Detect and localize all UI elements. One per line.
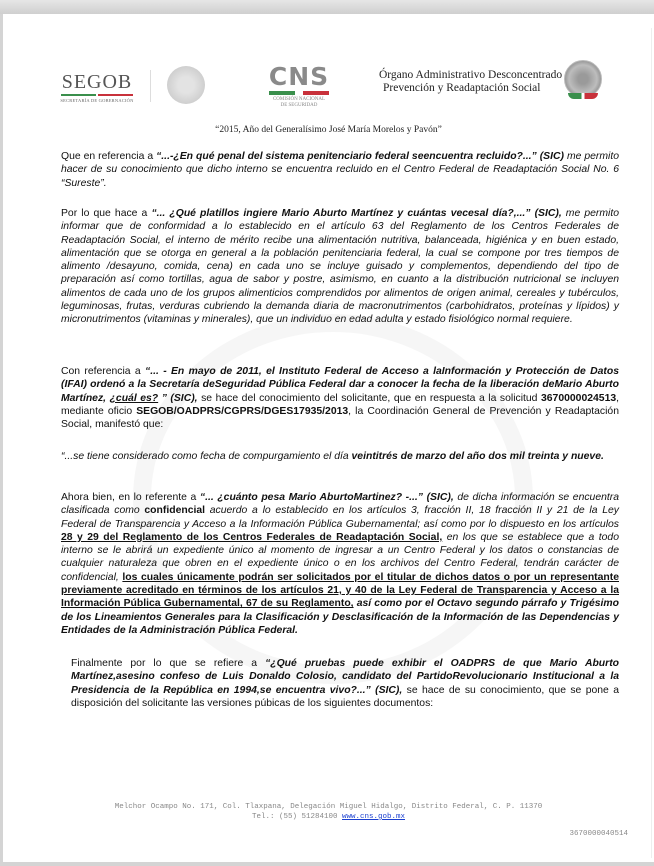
quoted-question: “... ¿cuánto pesa Mario AburtoMartinez? -...” (SIC), xyxy=(199,492,454,503)
paragraph-food xyxy=(61,207,619,327)
text: Que en referencia a xyxy=(61,151,157,162)
viewer-top-band xyxy=(0,0,654,14)
page-edge xyxy=(651,28,652,858)
segob-logo xyxy=(57,72,137,103)
sic-label: (SIC), xyxy=(530,208,562,219)
flag-green xyxy=(61,94,96,96)
quoted-question: “...-¿En qué penal del sistema penitenciario federal seencuentra recluido?...” (SIC) xyxy=(156,151,564,162)
cns-subtitle-1: COMISIÓN NACIONAL xyxy=(272,97,326,102)
footer-address: Melchor Ocampo No. 171, Col. Tlaxpana, Delegación Miguel Hidalgo, Distrito Federal, C. P. 11370 xyxy=(114,803,543,811)
text: acuerdo a lo establecido en los artículos 3, fracción II, 18 fracción II y 21 de la Ley Federal de Transparencia y Acceso a la Información Pública Gubernamental; así como por lo dispuesto en los artículos xyxy=(61,505,619,530)
text: Finalmente por lo que se refiere a xyxy=(71,658,266,669)
flag-green xyxy=(269,91,295,95)
footer xyxy=(3,802,654,822)
text: Con referencia a xyxy=(61,366,146,377)
segob-flag-bar xyxy=(61,94,133,96)
text: se hace de su conocimiento, que se pone a disposición del solicitante las versiones púbicas de los siguientes documentos: xyxy=(71,684,619,709)
text: en los que se establece que a todo interno se le abrirá un expediente único al momento de ingresar a un Centro Federal y los datos o constancias de cualquier naturaleza que obren en el expediente único o en los archivos del Centro Federal, tendrán carácter de confidencial, xyxy=(61,531,619,583)
org-line-2: Prevención y Readaptación Social xyxy=(383,82,541,94)
segob-wordmark: SEGOB xyxy=(61,71,133,93)
paragraph-release-date xyxy=(61,365,619,431)
release-date: veintitrés de marzo del año dos mil treinta y nueve. xyxy=(351,451,604,462)
text: de dicha información se encuentra clasificada como xyxy=(61,492,620,517)
org-line-1: Órgano Administrativo Desconcentrado xyxy=(379,69,563,81)
organization-title xyxy=(379,69,562,95)
year-motto: “2015, Año del Generalísimo José María Morelos y Pavón” xyxy=(215,125,442,135)
quoted-question-underlined: ¿cuál es? xyxy=(109,392,159,404)
paragraph-penal xyxy=(61,150,619,190)
quoted-question: “... ¿Qué platillos ingiere Mario Aburto Martínez y cuántas vecesal día?,...” xyxy=(151,208,531,219)
quoted-question: “... - En mayo de 2011, el Instituto Federal de Acceso a laInformación y Protección de Datos (IFAI) ordenó a la Secretaría deSeguridad Pública Federal dar a conocer la fecha de la liberación deMario Aburto Martínez, xyxy=(61,366,619,404)
document-page xyxy=(3,14,654,862)
office-reference: SEGOB/OADPRS/CGPRS/DGES17935/2013 xyxy=(136,405,349,417)
text: “...se tiene considerado como fecha de compurgamiento el día xyxy=(61,451,352,462)
text: se hace del conocimiento del solicitante, que en respuesta a la solicitud xyxy=(197,392,541,404)
flag-red xyxy=(98,94,133,96)
paragraph-weight xyxy=(61,491,619,637)
national-seal-icon xyxy=(167,66,205,104)
cns-subtitle-2: DE SEGURIDAD xyxy=(280,103,318,108)
text: me permito hacer de su conocimiento que dicho interno se encuentra recluido en el Centro Federal de Readaptación Social No. 6 “Sureste”. xyxy=(61,151,620,189)
paragraph-alive-evidence xyxy=(71,657,619,710)
cns-logo xyxy=(267,64,331,109)
regulation-reference: 28 y 29 del Reglamento de los Centros Federales de Readaptación Social, xyxy=(61,531,443,543)
text: me permito informar que de conformidad a lo establecido en el artículo 63 del Reglamento de los Centros Federales de Readaptación Social, el interno de mérito recibe una alimentación nutritiva, balanceada, higiénica y en buen estado, alimentación que se otorga en general a la población penitenciaria federal, la cual se compone por tres tiempos de alimento /desayuno, comida, cena) en cada uno se incluye guisado y complementos, dependiendo del tipo de preparación así como tortillas, agua de sabor y postre, asimismo, en cuanto a la distribución nutricional se incluyen alimentos de cada uno de los grupos alimenticios comprendidos por alimentos de origen animal, cereales y tubérculos, leguminosas, frutas, verduras cubriendo la demanda diaria de macronutrimentos (carbohidratos, proteínas y lípidos) y micronutrimentos (vitaminas y minerales), que un individuo en edad adulta y estado fisiológico normal requiere. xyxy=(61,208,619,326)
segob-subtitle: SECRETARÍA DE GOBERNACIÓN xyxy=(60,98,134,103)
request-number: 3670000024513 xyxy=(541,392,617,404)
footer-website-link[interactable]: www.cns.gob.mx xyxy=(342,813,406,821)
flag-ribbon xyxy=(568,93,598,99)
flag-red xyxy=(303,91,329,95)
legal-underlined-text: los cuales únicamente podrán ser solicitados por el titular de dichos datos o por un representante previamente acreditado en términos de los artículos 21, y 40 de la Ley Federal de Transparencia y Acceso a la Información Pública Gubernamental, 67 de su Reglamento, xyxy=(61,571,619,610)
oadprs-badge-icon xyxy=(564,60,602,98)
text: , mediante oficio xyxy=(61,392,620,417)
cns-wordmark: CNS xyxy=(268,62,330,91)
cns-flag-bar xyxy=(269,91,329,95)
text: , la Coordinación General de Prevención y Readaptación Social, manifestó que: xyxy=(61,405,619,431)
sic-label: ” (SIC), xyxy=(158,392,198,404)
text: Por lo que hace a xyxy=(61,208,152,219)
quoted-question: “¿Qué pruebas puede exhibir el OADPRS de que Mario Aburto Martínez,asesino confeso de Luis Donaldo Colosio, candidato del PartidoRevolucionario Institucional a la Presidencia de la República en 1994,se encuentra vivo?...” (SIC), xyxy=(71,658,619,696)
logo-divider xyxy=(150,70,151,102)
document-id: 3670000040514 xyxy=(569,830,628,838)
text: Ahora bien, en lo referente a xyxy=(61,492,200,503)
text: así como por el Octavo segundo párrafo y Trigésimo de los Lineamientos Generales para la Clasificación y Desclasificación de la Información de las Dependencias y Entidades de la Administración Pública Federal. xyxy=(61,598,619,636)
footer-phone: Tel.: (55) 51284100 xyxy=(251,813,342,821)
paragraph-quote-date xyxy=(61,450,619,463)
confidential-label: confidencial xyxy=(144,505,206,517)
